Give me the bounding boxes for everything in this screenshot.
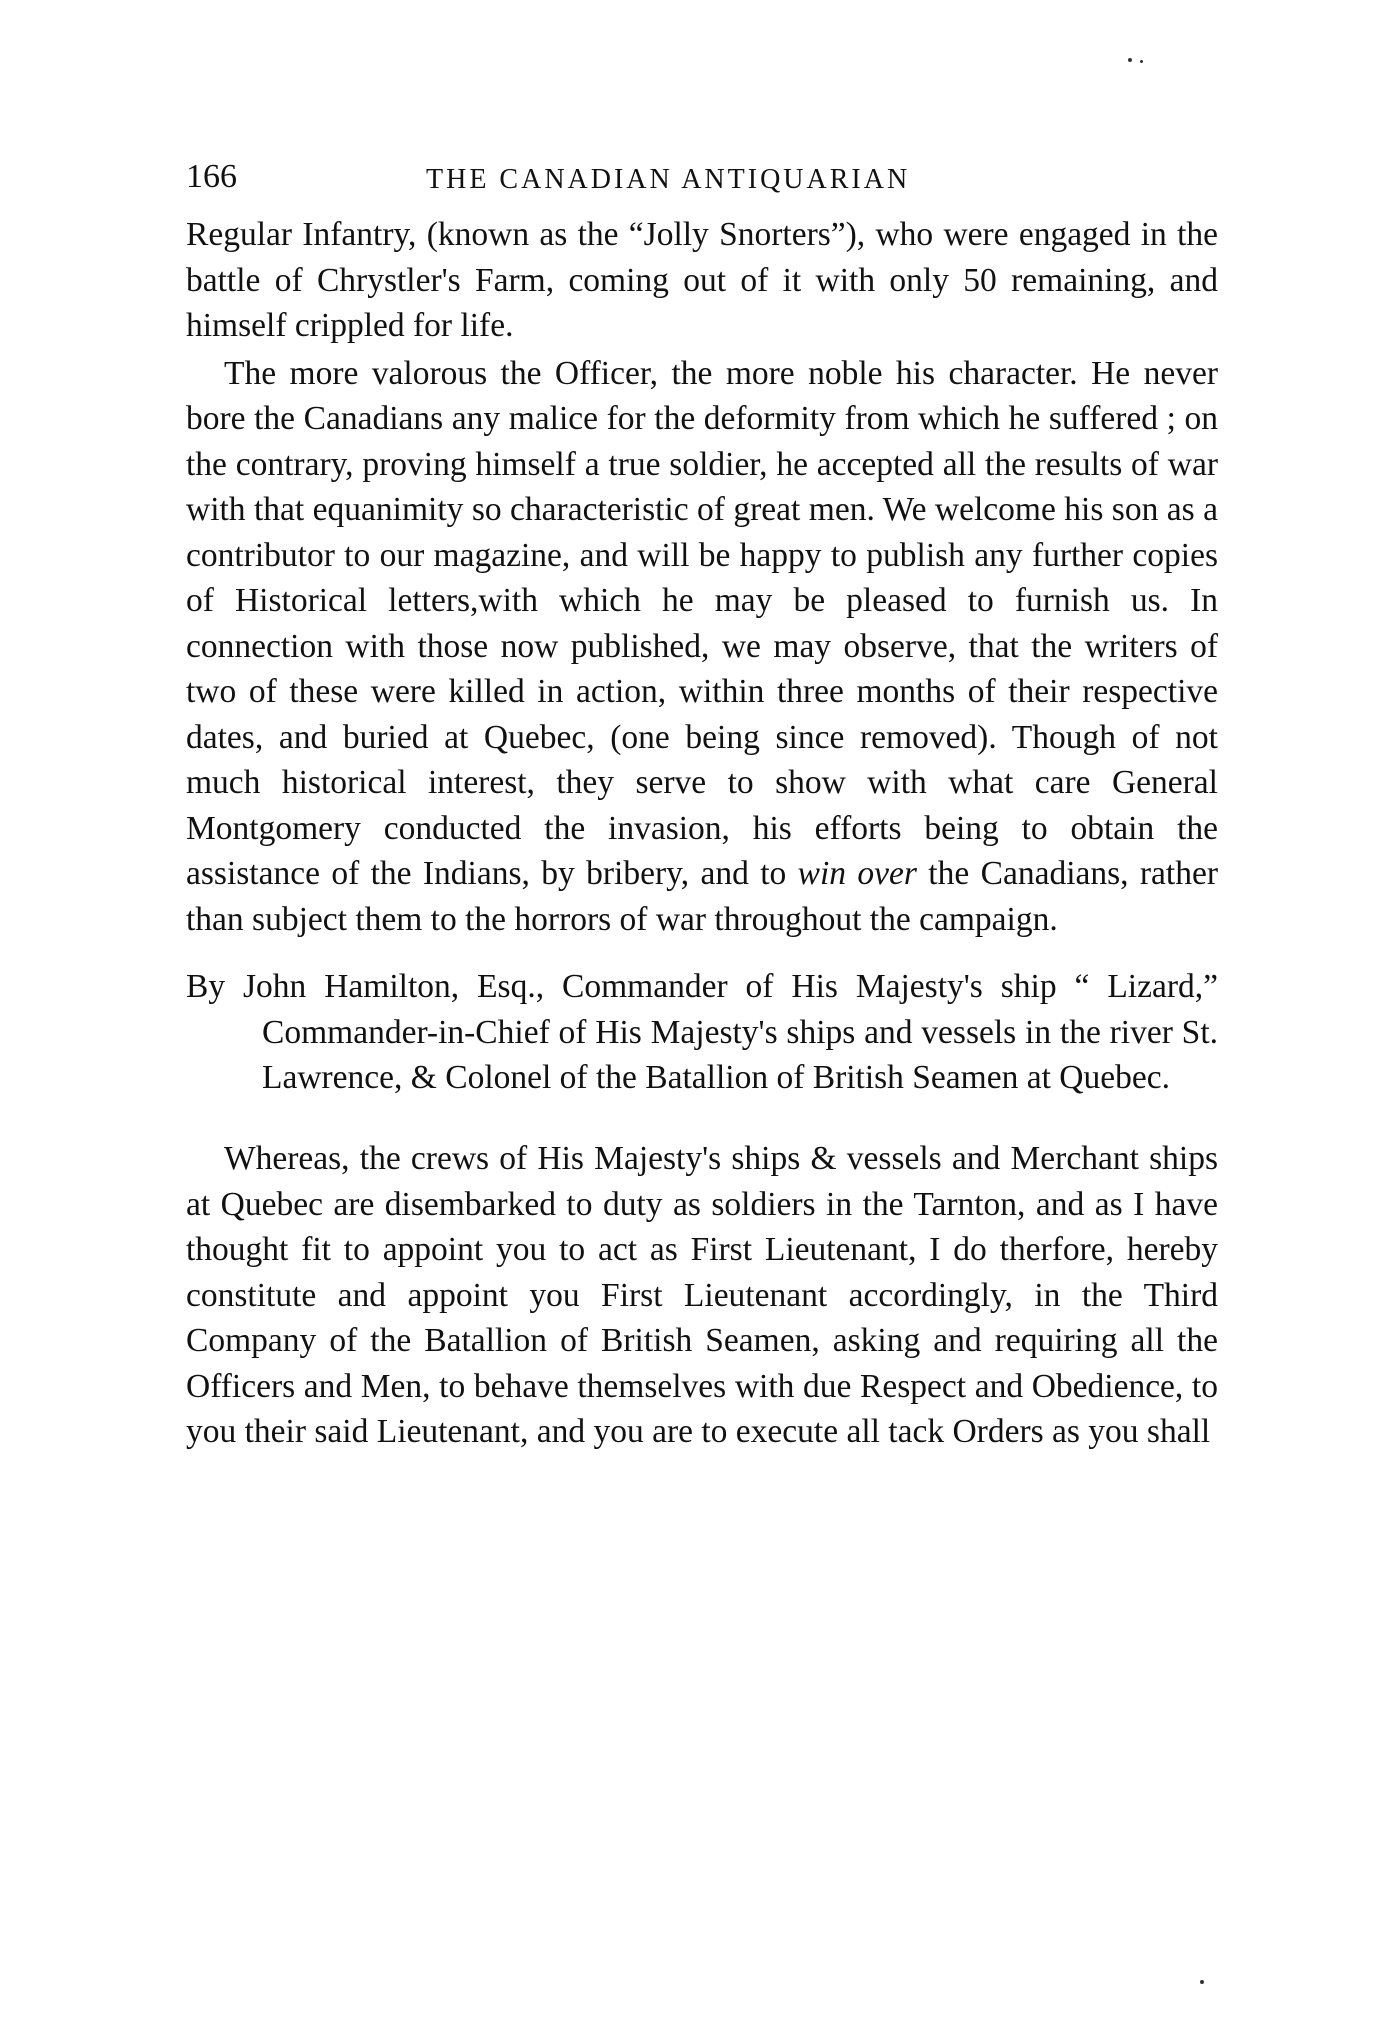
paragraph-text-part: The more valorous the Officer, the more noble his character. He never bore the Canadians any malice for the deformity from which he suffered ; on the contrary, proving himself a true soldier, he accepted all the results of war with that equanimity so characteristic of great men. We welcome his son as a contributor to our magazine, and will be happy to publish any further copies of Historical letters,with which he may be pleased to furnish us. In connection with those now published, we may observe, that the writers of two of these were killed in action, within three months of their respective dates, and buried at Quebec, (one being since removed). Though of not much historical interest, they serve to show with what care General Montgomery conducted the invasion, his efforts being to obtain the assistance of the Indians, by bribery, and to [186, 354, 1218, 892]
paragraph-officer-character [186, 349, 1218, 943]
running-title: THE CANADIAN ANTIQUARIAN [426, 164, 911, 195]
page-header [186, 150, 1218, 210]
print-speck [1140, 60, 1143, 63]
commission-address: By John Hamilton, Esq., Commander of His Majesty's ship “ Lizard,” Commander-in-Chief of His Majesty's ships and vessels in the river St. Lawrence, & Colonel of the Batallion of British Seamen at Quebec. [186, 968, 1218, 1096]
paragraph-continuation: Regular Infantry, (known as the “Jolly Snorters”), who were engaged in the battle of Chrystler's Farm, coming out of it with only 50 remaining, and himself crippled for life. [186, 216, 1218, 344]
paragraph-commission: Whereas, the crews of His Majesty's ships & vessels and Merchant ships at Quebec are disembarked to duty as soldiers in the Tarnton, and as I have thought fit to appoint you to act as First Lieutenant, I do therfore, hereby constitute and appoint you First Lieutenant accordingly, in the Third Company of the Batallion of British Seamen, asking and requiring all the Officers and Men, to behave themselves with due Respect and Obedience, to you their said Lieutenant, and you are to execute all tack Orders as you shall [186, 1140, 1218, 1450]
book-page [186, 150, 1218, 1455]
emphasis-win-over: win over [797, 855, 917, 892]
print-speck [1128, 58, 1132, 62]
page-number: 166 [186, 158, 237, 195]
print-speck [1200, 1980, 1204, 1984]
paragraph-text-part: the Canadians, rather than subject them to the horrors of war throughout the campaign. [186, 855, 1219, 938]
